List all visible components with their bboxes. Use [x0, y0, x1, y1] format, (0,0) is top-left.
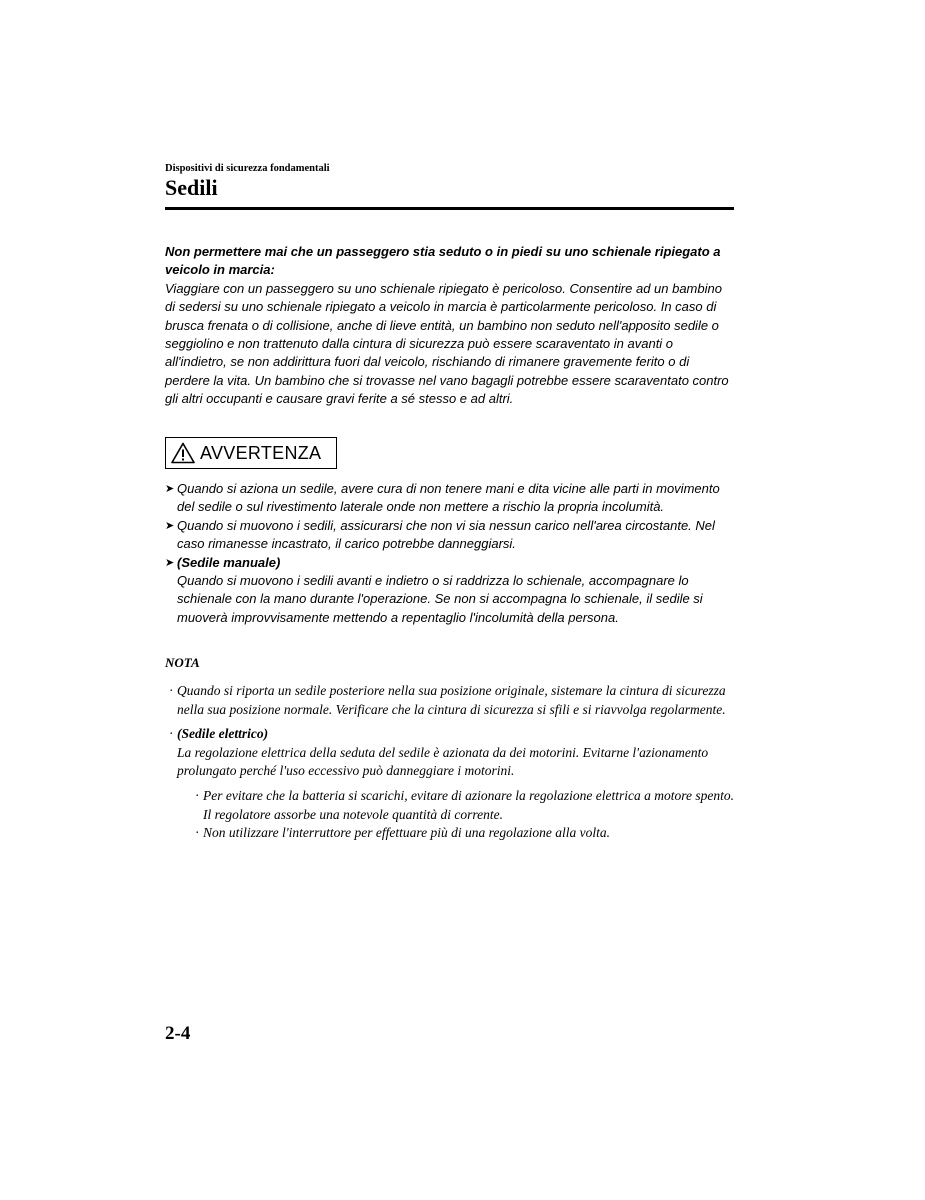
warning-item	[165, 517, 735, 554]
dot-bullet-icon: ·	[195, 787, 200, 803]
nota-list	[165, 682, 735, 843]
intro-block	[165, 243, 735, 409]
intro-body: Viaggiare con un passeggero su uno schienale ripiegato è pericoloso. Consentire ad un bambino di sedersi su uno schienale ripiegato a veicolo in marcia è particolarmente pericoloso. In caso di brusca frenata o di collisione, anche di lieve entità, un bambino non seduto nell'apposito sedile o seggiolino e non trattenuto dalla cintura di sicurezza può essere scaraventato in avanti o all'indietro, se non addirittura fuori dal veicolo, rischiando di rimanere gravemente ferito o di perdere la vita. Un bambino che si trovasse nel vano bagagli potrebbe essere scaraventato contro gli altri occupanti e causare gravi ferite a sé stesso e ad altri.	[165, 280, 729, 407]
warning-triangle-icon	[171, 442, 195, 464]
warning-item-text: Quando si muovono i sedili, assicurarsi che non vi sia nessun carico nell'area circostante. Nel caso rimanesse incastrato, il carico potrebbe danneggiarsi.	[177, 517, 715, 552]
warning-list	[165, 480, 735, 627]
nota-subitem-text: Per evitare che la batteria si scarichi, evitare di azionare la regolazione elettrica a motore spento. Il regolatore assorbe una notevole quantità di corrente.	[203, 787, 735, 822]
dot-bullet-icon: ·	[169, 726, 174, 742]
nota-item-heading: (Sedile elettrico)	[177, 726, 269, 742]
warning-label: AVVERTENZA	[200, 442, 322, 463]
warning-item-text: Quando si muovono i sedili avanti e indietro o si raddrizza lo schienale, accompagnare lo schienale con la mano durante l'operazione. Se non si accompagna lo schienale, il sedile si muoverà improvvisamente mettendo a repentaglio l'incolumità della persona.	[177, 573, 703, 625]
dot-bullet-icon: ·	[169, 683, 174, 698]
arrow-bullet-icon: ➤	[165, 519, 175, 532]
nota-subitem	[191, 824, 735, 843]
nota-sublist	[177, 787, 735, 843]
nota-item-text: La regolazione elettrica della seduta del sedile è azionata da dei motorini. Evitarne l'azionamento prolungato perché l'uso eccessivo può danneggiare i motorini.	[177, 744, 709, 779]
arrow-bullet-icon: ➤	[165, 556, 175, 569]
warning-item-heading: (Sedile manuale)	[177, 554, 281, 570]
intro-heading: Non permettere mai che un passeggero stia seduto o in piedi su uno schienale ripiegato a veicolo in marcia:	[165, 244, 721, 278]
nota-title: NOTA	[165, 655, 200, 670]
nota-subitem-text: Non utilizzare l'interruttore per effettuare più di una regolazione alla volta.	[203, 825, 610, 841]
nota-item	[165, 682, 735, 719]
warning-label-box	[165, 437, 337, 469]
warning-item	[165, 554, 735, 628]
warning-item	[165, 480, 735, 517]
nota-item-text: Quando si riporta un sedile posteriore nella sua posizione originale, sistemare la cintura di sicurezza nella sua posizione normale. Verificare che la cintura di sicurezza si sfili e si riavvolga regolarmente.	[177, 683, 726, 717]
dot-bullet-icon: ·	[195, 825, 200, 841]
arrow-bullet-icon: ➤	[165, 483, 175, 495]
section-label: Dispositivi di sicurezza fondamentali	[165, 163, 330, 174]
nota-item	[165, 725, 735, 843]
nota-subitem	[191, 787, 735, 824]
title-divider	[165, 207, 734, 210]
page-number: 2-4	[165, 1023, 191, 1044]
page-title: Sedili	[165, 175, 218, 200]
warning-item-text: Quando si aziona un sedile, avere cura di non tenere mani e dita vicine alle parti in movimento del sedile o sul rivestimento laterale onde non mettere a rischio la propria incolumità.	[177, 481, 720, 515]
